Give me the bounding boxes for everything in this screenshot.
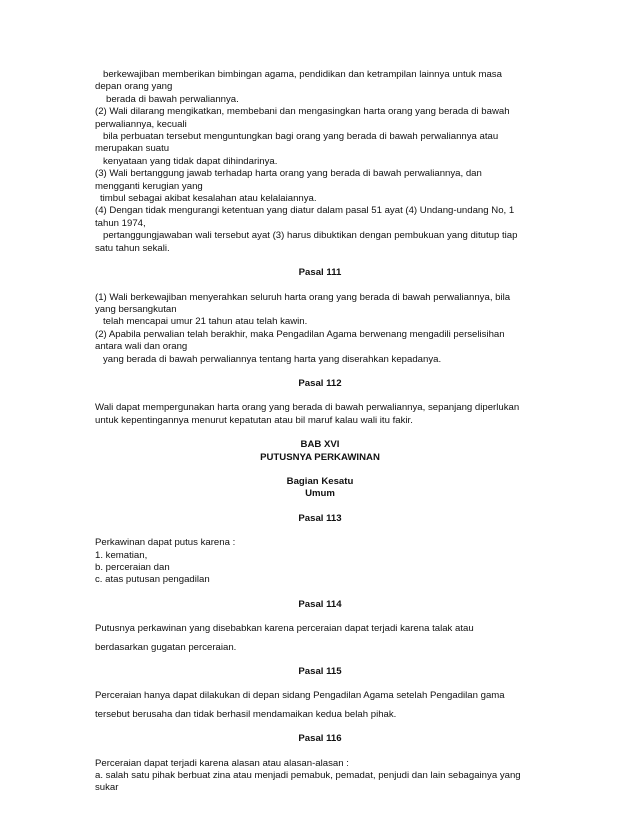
text-line: tersebut berusaha dan tidak berhasil mendamaikan kedua belah pihak. [95,708,397,720]
pasal-115-body [95,690,545,721]
text-line: yang bersangkutan [95,303,177,315]
list-item: c. atas putusan pengadilan [95,574,210,586]
text-line: Putusnya perkawinan yang disebabkan karena perceraian dapat terjadi karena talak atau [95,623,474,635]
text-line: (2) Apabila perwalian telah berakhir, maka Pengadilan Agama berwenang mengadili perselisihan [95,328,505,340]
text-line: Perceraian dapat terjadi karena alasan atau alasan-alasan : [95,757,349,769]
text-line: Perceraian hanya dapat dilakukan di depan sidang Pengadilan Agama setelah Pengadilan gama [95,690,505,702]
text-line: timbul sebagai akibat kesalahan atau kelalaiannya. [100,193,317,205]
text-line: bila perbuatan tersebut menguntungkan bagi orang yang berada di bawah perwaliannya atau [103,131,499,143]
text-line: kenyataan yang tidak dapat dihindarinya. [103,155,278,167]
text-line: (1) Wali berkewajiban menyerahkan seluruh harta orang yang berada di bawah perwaliannya, bila [95,291,511,303]
pasal-116-heading: Pasal 116 [298,733,342,745]
pasal-116-body [95,758,545,795]
document-page [95,69,545,795]
pasal-113-body [95,537,545,587]
text-line: (3) Wali bertanggung jawab terhadap harta orang yang berada di bawah perwaliannya, dan [95,168,482,180]
intro-section [95,69,545,255]
list-item: a. salah satu pihak berbuat zina atau menjadi pemabuk, pemadat, penjudi dan lain sebagainya yang [95,770,521,782]
list-item: 1. kematian, [95,549,148,561]
text-line: sukar [95,782,119,794]
text-line: Perkawinan dapat putus karena : [95,537,236,549]
text-line: untuk kepentingannya menurut kepatutan atau bil maruf kalau wali itu fakir. [95,414,413,426]
pasal-114-body [95,623,545,654]
bagian-title: Umum [305,488,335,500]
text-line: (4) Dengan tidak mengurangi ketentuan yang diatur dalam pasal 51 ayat (4) Undang-undang No, 1 [95,205,515,217]
pasal-112-heading: Pasal 112 [298,377,342,389]
text-line: berdasarkan gugatan perceraian. [95,641,237,653]
text-line: yang berada di bawah perwaliannya tentang harta yang diserahkan kepadanya. [103,353,442,365]
text-line: tahun 1974, [95,217,146,229]
pasal-112-body [95,402,545,427]
text-line: berkewajiban memberikan bimbingan agama, pendidikan dan ketrampilan lainnya untuk masa [103,69,502,80]
pasal-114-heading: Pasal 114 [298,598,342,610]
text-line: antara wali dan orang [95,341,188,353]
text-line: (2) Wali dilarang mengikatkan, membebani dan mengasingkan harta orang yang berada di bawah [95,106,510,118]
text-line: perwaliannya, kecuali [95,118,187,130]
bab-number: BAB XVI [300,439,340,451]
text-line: pertanggungjawaban wali tersebut ayat (3) harus dibuktikan dengan pembukuan yang ditutup tiap [103,230,518,242]
pasal-115-heading: Pasal 115 [298,666,342,678]
text-line: depan orang yang [95,81,173,93]
pasal-111-body [95,292,545,366]
list-item: b. perceraian dan [95,562,170,573]
pasal-111-heading: Pasal 111 [298,267,342,279]
pasal-113-heading: Pasal 113 [298,512,342,524]
text-line: berada di bawah perwaliannya. [106,93,239,105]
bab-title: PUTUSNYA PERKAWINAN [260,451,380,463]
text-line: satu tahun sekali. [95,242,170,254]
text-line: Wali dapat mempergunakan harta orang yang berada di bawah perwaliannya, sepanjang diperlukan [95,402,520,414]
text-line: telah mencapai umur 21 tahun atau telah kawin. [103,316,308,328]
text-line: merupakan suatu [95,143,170,155]
bagian-heading: Bagian Kesatu [286,475,354,487]
text-line: mengganti kerugian yang [95,180,203,192]
